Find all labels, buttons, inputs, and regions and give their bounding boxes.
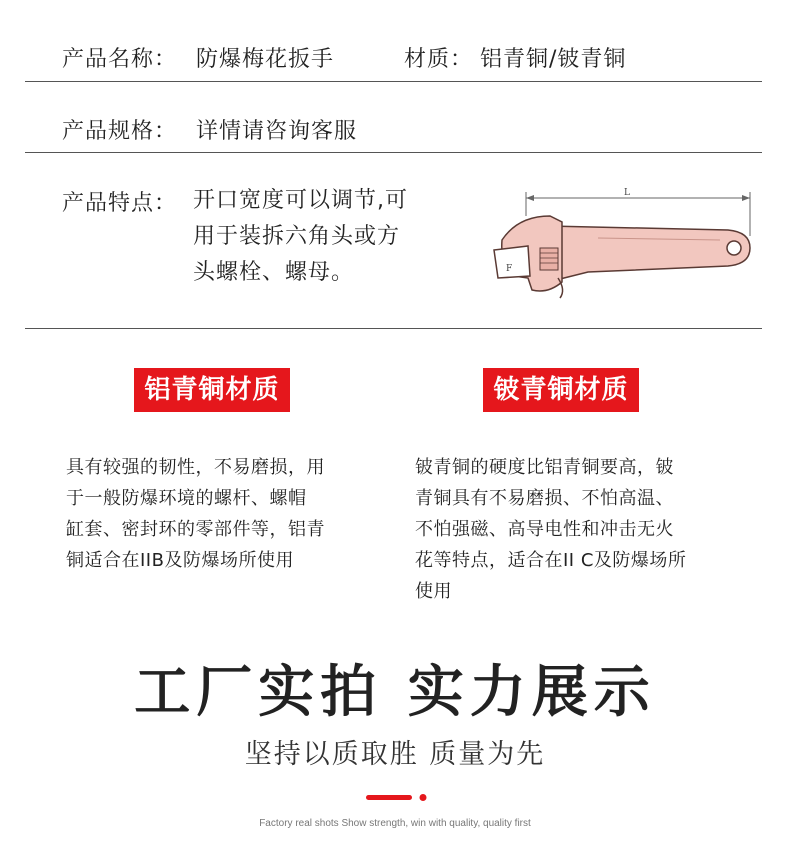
product-feature-value — [193, 183, 453, 291]
svg-text:F: F — [506, 264, 513, 274]
desc-line: 青铜具有不易磨损、不怕高温、 — [415, 488, 674, 509]
desc-line: 缸套、密封环的零部件等，铝青 — [66, 519, 325, 540]
feature-line: 用于装拆六角头或方 — [193, 224, 401, 249]
desc-line: 铜适合在IIB及防爆场所使用 — [66, 550, 294, 571]
desc-line: 不怕强磁、高导电性和冲击无火 — [415, 519, 674, 540]
desc-line: 于一般防爆环境的螺杆、螺帽 — [66, 488, 307, 509]
feature-line: 开口宽度可以调节,可 — [193, 188, 408, 213]
feature-line: 头螺栓、螺母。 — [193, 260, 355, 285]
product-size-label: 产品规格： — [62, 119, 178, 144]
product-name-label: 产品名称： — [62, 47, 178, 72]
aluminum-bronze-badge: 铝青铜材质 — [134, 368, 290, 412]
product-name-value: 防爆梅花扳手 — [196, 47, 335, 72]
product-feature-label: 产品特点： — [62, 191, 178, 216]
desc-line: 花等特点，适合在II C及防爆场所 — [415, 550, 687, 571]
factory-title: 工厂实拍 实力展示 — [134, 660, 656, 725]
material-value: 铝青铜/铍青铜 — [480, 47, 627, 72]
desc-line: 铍青铜的硬度比铝青铜要高，铍 — [415, 457, 674, 478]
decorative-dash — [366, 792, 430, 804]
aluminum-bronze-description — [66, 452, 376, 576]
desc-line: 具有较强的韧性，不易磨损，用 — [66, 457, 325, 478]
dimension-label: L — [624, 188, 630, 198]
material-label: 材质： — [404, 47, 474, 72]
product-size-value: 详情请咨询客服 — [196, 119, 358, 144]
beryllium-bronze-description — [415, 452, 735, 607]
desc-line: 使用 — [415, 581, 452, 602]
divider — [25, 328, 762, 329]
footer-tagline: Factory real shots Show strength, win with quality, quality first — [259, 818, 531, 829]
beryllium-bronze-badge: 铍青铜材质 — [483, 368, 639, 412]
factory-subtitle: 坚持以质取胜 质量为先 — [244, 739, 546, 770]
divider — [25, 152, 762, 153]
divider — [25, 81, 762, 82]
wrench-diagram — [488, 186, 756, 302]
